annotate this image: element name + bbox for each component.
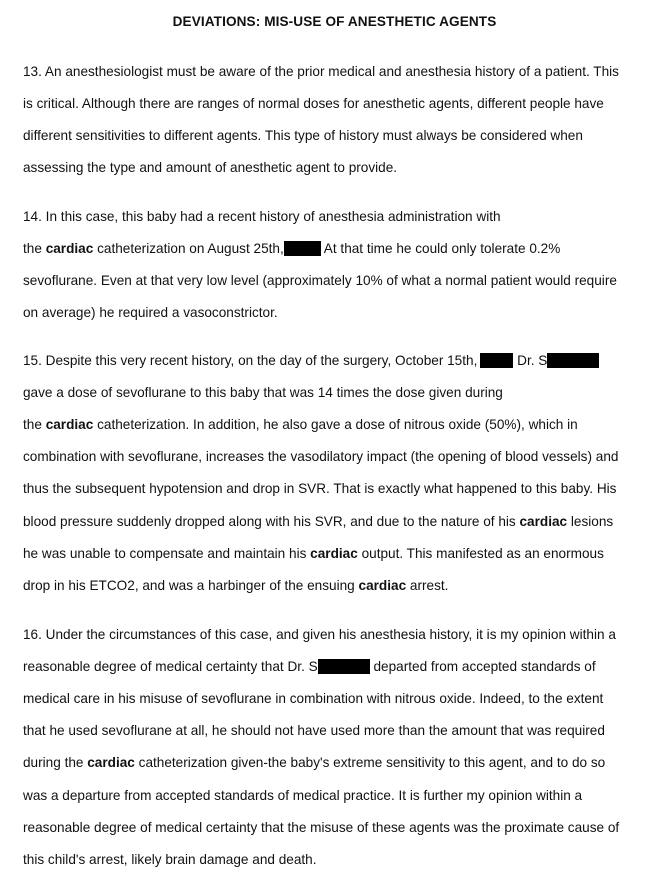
- text-run: the: [23, 241, 46, 256]
- text-run: catheterization on August 25th,: [93, 241, 284, 256]
- text-run: catheterization. In addition, he also gave a dose of nitrous oxide (50%), which in: [93, 417, 578, 432]
- text-run: he was unable to compensate and maintain his: [23, 546, 311, 561]
- text-line: [23, 417, 578, 433]
- bold-term: cardiac: [358, 578, 407, 593]
- redaction-bar: [480, 353, 513, 368]
- text-run: arrest.: [406, 578, 449, 593]
- text-line: [23, 578, 448, 594]
- redaction-bar: [284, 241, 321, 256]
- bold-term: cardiac: [45, 417, 94, 432]
- text-line: was a departure from accepted standards of medical practice. It is further my opinion within a: [23, 788, 583, 803]
- text-line: medical care in his misuse of sevoflurane in combination with nitrous oxide. Indeed, to the extent: [23, 691, 604, 706]
- text-line: [23, 755, 605, 771]
- text-run: the: [23, 417, 46, 432]
- text-run: output. This manifested as an enormous: [357, 546, 604, 561]
- text-run: Dr. S: [513, 353, 548, 368]
- text-run: 15. Despite this very recent history, on the day of the surgery, October 15th,: [23, 353, 478, 368]
- bold-term: cardiac: [45, 241, 94, 256]
- text-line: 16. Under the circumstances of this case, and given his anesthesia history, it is my opinion within a: [23, 627, 616, 642]
- bold-term: cardiac: [519, 514, 568, 529]
- text-line: 14. In this case, this baby had a recent history of anesthesia administration with: [23, 209, 501, 224]
- text-run: reasonable degree of medical certainty that Dr. S: [23, 659, 318, 674]
- text-run: catheterization given-the baby's extreme sensitivity to this agent, and to do so: [134, 755, 606, 770]
- text-run: during the: [23, 755, 88, 770]
- text-line: [23, 514, 613, 530]
- redaction-bar: [318, 659, 370, 674]
- page-title: DEVIATIONS: MIS-USE OF ANESTHETIC AGENTS: [172, 14, 497, 29]
- text-line: [23, 546, 604, 562]
- text-line: reasonable degree of medical certainty that the misuse of these agents was the proximate cause of: [23, 820, 620, 835]
- text-run: departed from accepted standards of: [369, 659, 596, 674]
- text-run: lesions: [567, 514, 614, 529]
- text-run: blood pressure suddenly dropped along with his SVR, and due to the nature of his: [23, 514, 520, 529]
- text-line: this child's arrest, likely brain damage and death.: [23, 852, 317, 867]
- bold-term: cardiac: [310, 546, 358, 561]
- text-line: that he used sevoflurane at all, he should not have used more than the amount that was required: [23, 723, 605, 738]
- text-line: on average) he required a vasoconstrictor.: [23, 305, 278, 320]
- text-run: drop in his ETCO2, and was a harbinger of the ensuing: [23, 578, 359, 593]
- text-line: different sensitivities to different agents. This type of history must always be considered when: [23, 128, 583, 143]
- bold-term: cardiac: [87, 755, 135, 770]
- text-line: 13. An anesthesiologist must be aware of the prior medical and anesthesia history of a patient. This: [23, 64, 619, 79]
- text-line: [23, 353, 599, 369]
- text-line: gave a dose of sevoflurane to this baby that was 14 times the dose given during: [23, 385, 503, 400]
- text-line: is critical. Although there are ranges of normal doses for anesthetic agents, different people have: [23, 96, 604, 111]
- text-run: At that time he could only tolerate 0.2%: [320, 241, 561, 256]
- text-line: thus the subsequent hypotension and drop in SVR. That is exactly what happened to this baby. His: [23, 481, 617, 496]
- text-line: combination with sevoflurane, increases the vasodilatory impact (the opening of blood vessels) and: [23, 449, 619, 464]
- text-line: [23, 241, 560, 257]
- redaction-bar: [547, 353, 599, 368]
- text-line: [23, 659, 596, 675]
- text-line: assessing the type and amount of anesthetic agent to provide.: [23, 160, 398, 175]
- text-line: sevoflurane. Even at that very low level (approximately 10% of what a normal patient would require: [23, 273, 617, 288]
